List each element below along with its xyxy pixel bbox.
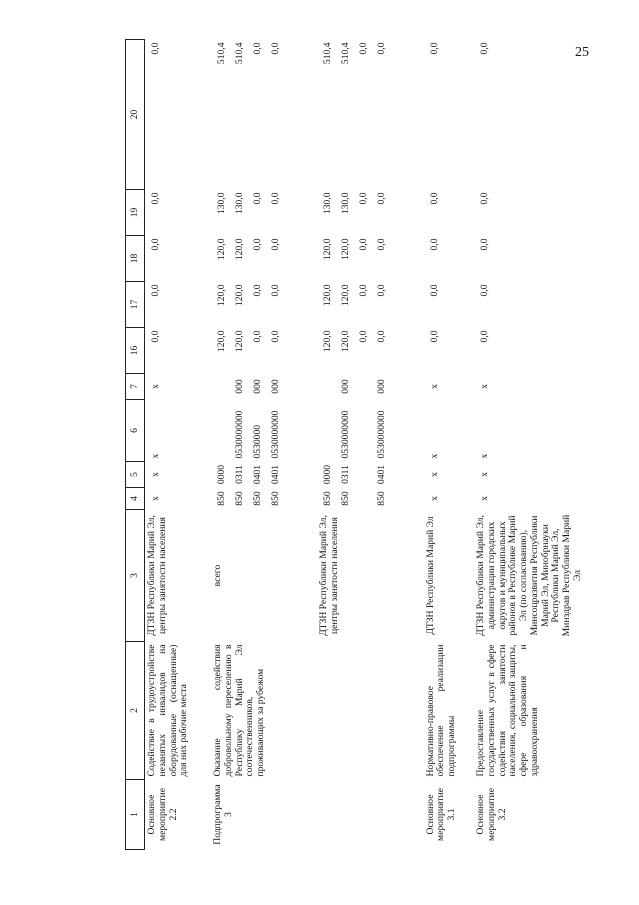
- row-number-cell: [317, 780, 423, 850]
- cell-value-line: 850: [252, 491, 264, 506]
- cell-value-line: [355, 465, 373, 485]
- cell-c7: [145, 374, 211, 400]
- cell-value-line: 0,0: [270, 42, 282, 55]
- rotated-table-container: [125, 40, 630, 850]
- cell-value-line: 000: [376, 379, 388, 394]
- cell-value-line: [355, 403, 373, 459]
- cell-c18: [317, 236, 423, 282]
- row-name-cell: Предоставление государственных услуг в сфере содействия занятости населения, социальной защиты, сфере образования и здравоохранения: [475, 644, 540, 777]
- row-executor-cell: всего: [212, 564, 224, 587]
- cell-value-line: х: [150, 472, 162, 477]
- cell-c20: [211, 40, 317, 190]
- cell-value-line: 0,0: [358, 330, 370, 343]
- cell-value-line: 0,0: [150, 192, 162, 205]
- cell-value-line: 0530000000: [376, 410, 388, 459]
- cell-c4: [317, 488, 423, 510]
- cell-value-line: 000: [270, 379, 282, 394]
- cell-value-line: 0,0: [252, 284, 264, 297]
- table-row: [145, 40, 211, 850]
- cell-c18: [145, 236, 211, 282]
- cell-value-line: 0,0: [150, 238, 162, 251]
- col-header-20: 20: [126, 40, 145, 190]
- cell-c19: [317, 190, 423, 236]
- cell-value-line: 120,0: [234, 238, 246, 261]
- cell-value-line: х: [150, 453, 162, 459]
- page-number: 25: [575, 45, 589, 60]
- col-header-7: 7: [126, 374, 145, 400]
- row-executor-cell: ДТЗН Республики Марий Эл: [424, 516, 436, 635]
- cell-value-line: 120,0: [216, 284, 228, 307]
- cell-value-line: 120,0: [216, 238, 228, 261]
- cell-value-line: 120,0: [322, 238, 334, 261]
- cell-value-line: 0,0: [150, 284, 162, 297]
- cell-value-line: 0,0: [270, 192, 282, 205]
- cell-c6: [424, 400, 475, 462]
- cell-value-line: 0,0: [428, 192, 440, 205]
- cell-value-line: 000: [340, 379, 352, 394]
- cell-value-line: х: [150, 496, 162, 501]
- cell-c16: [211, 328, 317, 374]
- row-executor-cell: ДТЗН Республики Марий Эл, центры занятости населения: [318, 515, 341, 636]
- col-header-5: 5: [126, 462, 145, 488]
- cell-value-line: х: [150, 384, 162, 389]
- cell-value-line: 0311: [234, 465, 246, 484]
- cell-c5: [317, 462, 423, 488]
- col-header-4: 4: [126, 488, 145, 510]
- row-name-cell: [317, 642, 423, 780]
- cell-c19: [211, 190, 317, 236]
- cell-c5: [145, 462, 211, 488]
- budget-table: [125, 39, 630, 850]
- col-header-19: 19: [126, 190, 145, 236]
- cell-c4: [145, 488, 211, 510]
- cell-value-line: 0,0: [376, 238, 388, 251]
- cell-c16: [474, 328, 630, 374]
- cell-value-line: 0,0: [428, 238, 440, 251]
- cell-value-line: 120,0: [322, 330, 334, 353]
- cell-value-line: х: [479, 384, 491, 389]
- cell-value-line: 0,0: [270, 330, 282, 343]
- cell-value-line: 120,0: [340, 330, 352, 353]
- cell-c19: [145, 190, 211, 236]
- cell-value-line: 130,0: [234, 192, 246, 215]
- cell-value-line: 0,0: [479, 238, 491, 251]
- cell-c4: [474, 488, 630, 510]
- cell-value-line: 0,0: [252, 238, 264, 251]
- cell-c4: [211, 488, 317, 510]
- cell-value-line: 0401: [252, 464, 264, 485]
- cell-value-line: 130,0: [216, 192, 228, 215]
- cell-c6: [474, 400, 630, 462]
- cell-c16: [424, 328, 475, 374]
- col-header-2: 2: [126, 642, 145, 780]
- cell-value-line: 0,0: [358, 238, 370, 251]
- cell-c18: [211, 236, 317, 282]
- cell-value-line: [355, 491, 373, 507]
- row-name-cell: Нормативно-правовое обеспечение реализации подпрограммы: [424, 644, 458, 777]
- cell-value-line: 0,0: [479, 284, 491, 297]
- cell-c6: [317, 400, 423, 462]
- cell-value-line: 0,0: [376, 330, 388, 343]
- cell-c17: [211, 282, 317, 328]
- cell-value-line: х: [428, 453, 440, 459]
- row-number-cell: Основное мероприятие 2.2: [146, 788, 179, 841]
- cell-value-line: 0,0: [376, 192, 388, 205]
- cell-c17: [145, 282, 211, 328]
- cell-value-line: 0,0: [252, 330, 264, 343]
- col-header-6: 6: [126, 400, 145, 462]
- cell-value-line: 850: [322, 491, 334, 506]
- cell-c7: [474, 374, 630, 400]
- cell-value-line: 0,0: [358, 192, 370, 205]
- cell-value-line: 0,0: [479, 42, 491, 55]
- cell-value-line: 0,0: [428, 330, 440, 343]
- cell-c5: [211, 462, 317, 488]
- cell-value-line: 120,0: [340, 284, 352, 307]
- cell-value-line: 0401: [376, 464, 388, 485]
- cell-c5: [474, 462, 630, 488]
- row-number-cell: Подпрограмма 3: [212, 784, 234, 845]
- cell-c19: [424, 190, 475, 236]
- cell-value-line: 510,4: [322, 42, 334, 65]
- cell-value-line: х: [479, 453, 491, 459]
- table-row: [211, 40, 317, 850]
- cell-value-line: х: [428, 496, 440, 501]
- cell-value-line: 120,0: [234, 330, 246, 353]
- cell-value-line: 510,4: [340, 42, 352, 65]
- cell-value-line: 130,0: [340, 192, 352, 215]
- col-header-3: 3: [126, 510, 145, 642]
- table-row: [317, 40, 423, 850]
- col-header-16: 16: [126, 328, 145, 374]
- cell-value-line: 0,0: [479, 330, 491, 343]
- cell-value-line: 120,0: [234, 284, 246, 307]
- cell-c20: [317, 40, 423, 190]
- col-header-17: 17: [126, 282, 145, 328]
- column-header-row: [126, 40, 145, 850]
- cell-value-line: 0,0: [376, 42, 388, 55]
- cell-value-line: 0530000000: [234, 410, 246, 459]
- table-row: [474, 40, 630, 850]
- cell-c20: [474, 40, 630, 190]
- cell-value-line: [213, 377, 231, 397]
- cell-value-line: 0,0: [428, 42, 440, 55]
- cell-value-line: 130,0: [322, 192, 334, 215]
- cell-value-line: 850: [270, 491, 282, 506]
- cell-c6: [211, 400, 317, 462]
- cell-value-line: х: [428, 384, 440, 389]
- cell-value-line: 0401: [270, 464, 282, 485]
- cell-value-line: 0,0: [252, 42, 264, 55]
- cell-value-line: [355, 377, 373, 397]
- row-number-cell: Основное мероприятие 3.1: [424, 788, 458, 841]
- cell-c16: [145, 328, 211, 374]
- cell-value-line: 000: [252, 379, 264, 394]
- cell-value-line: 850: [340, 491, 352, 506]
- cell-c20: [424, 40, 475, 190]
- cell-value-line: х: [479, 496, 491, 501]
- cell-value-line: 0,0: [150, 42, 162, 55]
- col-header-1: 1: [126, 780, 145, 850]
- cell-value-line: х: [428, 472, 440, 477]
- cell-value-line: 0,0: [479, 192, 491, 205]
- cell-value-line: 850: [376, 491, 388, 506]
- cell-c4: [424, 488, 475, 510]
- cell-c5: [424, 462, 475, 488]
- cell-value-line: 0000: [322, 464, 334, 485]
- cell-value-line: 850: [234, 491, 246, 506]
- cell-value-line: 510,4: [216, 42, 228, 65]
- col-header-18: 18: [126, 236, 145, 282]
- cell-c18: [424, 236, 475, 282]
- cell-value-line: [213, 403, 231, 459]
- cell-c7: [211, 374, 317, 400]
- table-row: [424, 40, 475, 850]
- cell-c18: [474, 236, 630, 282]
- cell-value-line: 0000: [216, 464, 228, 485]
- cell-c19: [474, 190, 630, 236]
- cell-value-line: 850: [216, 491, 228, 506]
- cell-value-line: 0530000: [252, 424, 264, 459]
- row-name-cell: Оказание содействия добровольному переселению в Республику Марий Эл соотечественников, проживающих за рубежом: [212, 644, 266, 777]
- cell-value-line: 0,0: [358, 42, 370, 55]
- cell-value-line: 000: [234, 379, 246, 394]
- cell-value-line: 0,0: [270, 284, 282, 297]
- cell-value-line: х: [479, 472, 491, 477]
- row-number-cell: Основное мероприятие 3.2: [475, 788, 508, 841]
- cell-value-line: 0,0: [252, 192, 264, 205]
- cell-value-line: 120,0: [340, 238, 352, 261]
- cell-value-line: 0,0: [150, 330, 162, 343]
- cell-c17: [474, 282, 630, 328]
- row-executor-cell: ДТЗН Республики Марий Эл, центры занятости населения: [146, 515, 168, 636]
- cell-c20: [145, 40, 211, 190]
- cell-value-line: [319, 377, 337, 397]
- cell-c17: [424, 282, 475, 328]
- cell-value-line: [319, 403, 337, 459]
- row-executor-cell: ДТЗН Республики Марий Эл, администрации городских округов и муниципальных районов в Республике Марий Эл (по согласованию), Минсоцразвития Республики Марий Эл, Минобрнауки Республики Марий Эл, Минздрав Республики Марий Эл: [475, 514, 583, 637]
- cell-value-line: 0,0: [376, 284, 388, 297]
- cell-c17: [317, 282, 423, 328]
- cell-value-line: 0530000000: [270, 410, 282, 459]
- cell-value-line: 0,0: [428, 284, 440, 297]
- cell-c16: [317, 328, 423, 374]
- cell-value-line: 0530000000: [340, 410, 352, 459]
- cell-c7: [424, 374, 475, 400]
- cell-value-line: 120,0: [322, 284, 334, 307]
- row-name-cell: Содействие в трудоустройстве незанятых инвалидов на оборудованные (оснащенные) для них рабочие места: [146, 644, 190, 777]
- cell-value-line: 0311: [340, 465, 352, 484]
- cell-value-line: 0,0: [270, 238, 282, 251]
- cell-value-line: 0,0: [358, 284, 370, 297]
- cell-value-line: 120,0: [216, 330, 228, 353]
- cell-c6: [145, 400, 211, 462]
- cell-c7: [317, 374, 423, 400]
- cell-value-line: 510,4: [234, 42, 246, 65]
